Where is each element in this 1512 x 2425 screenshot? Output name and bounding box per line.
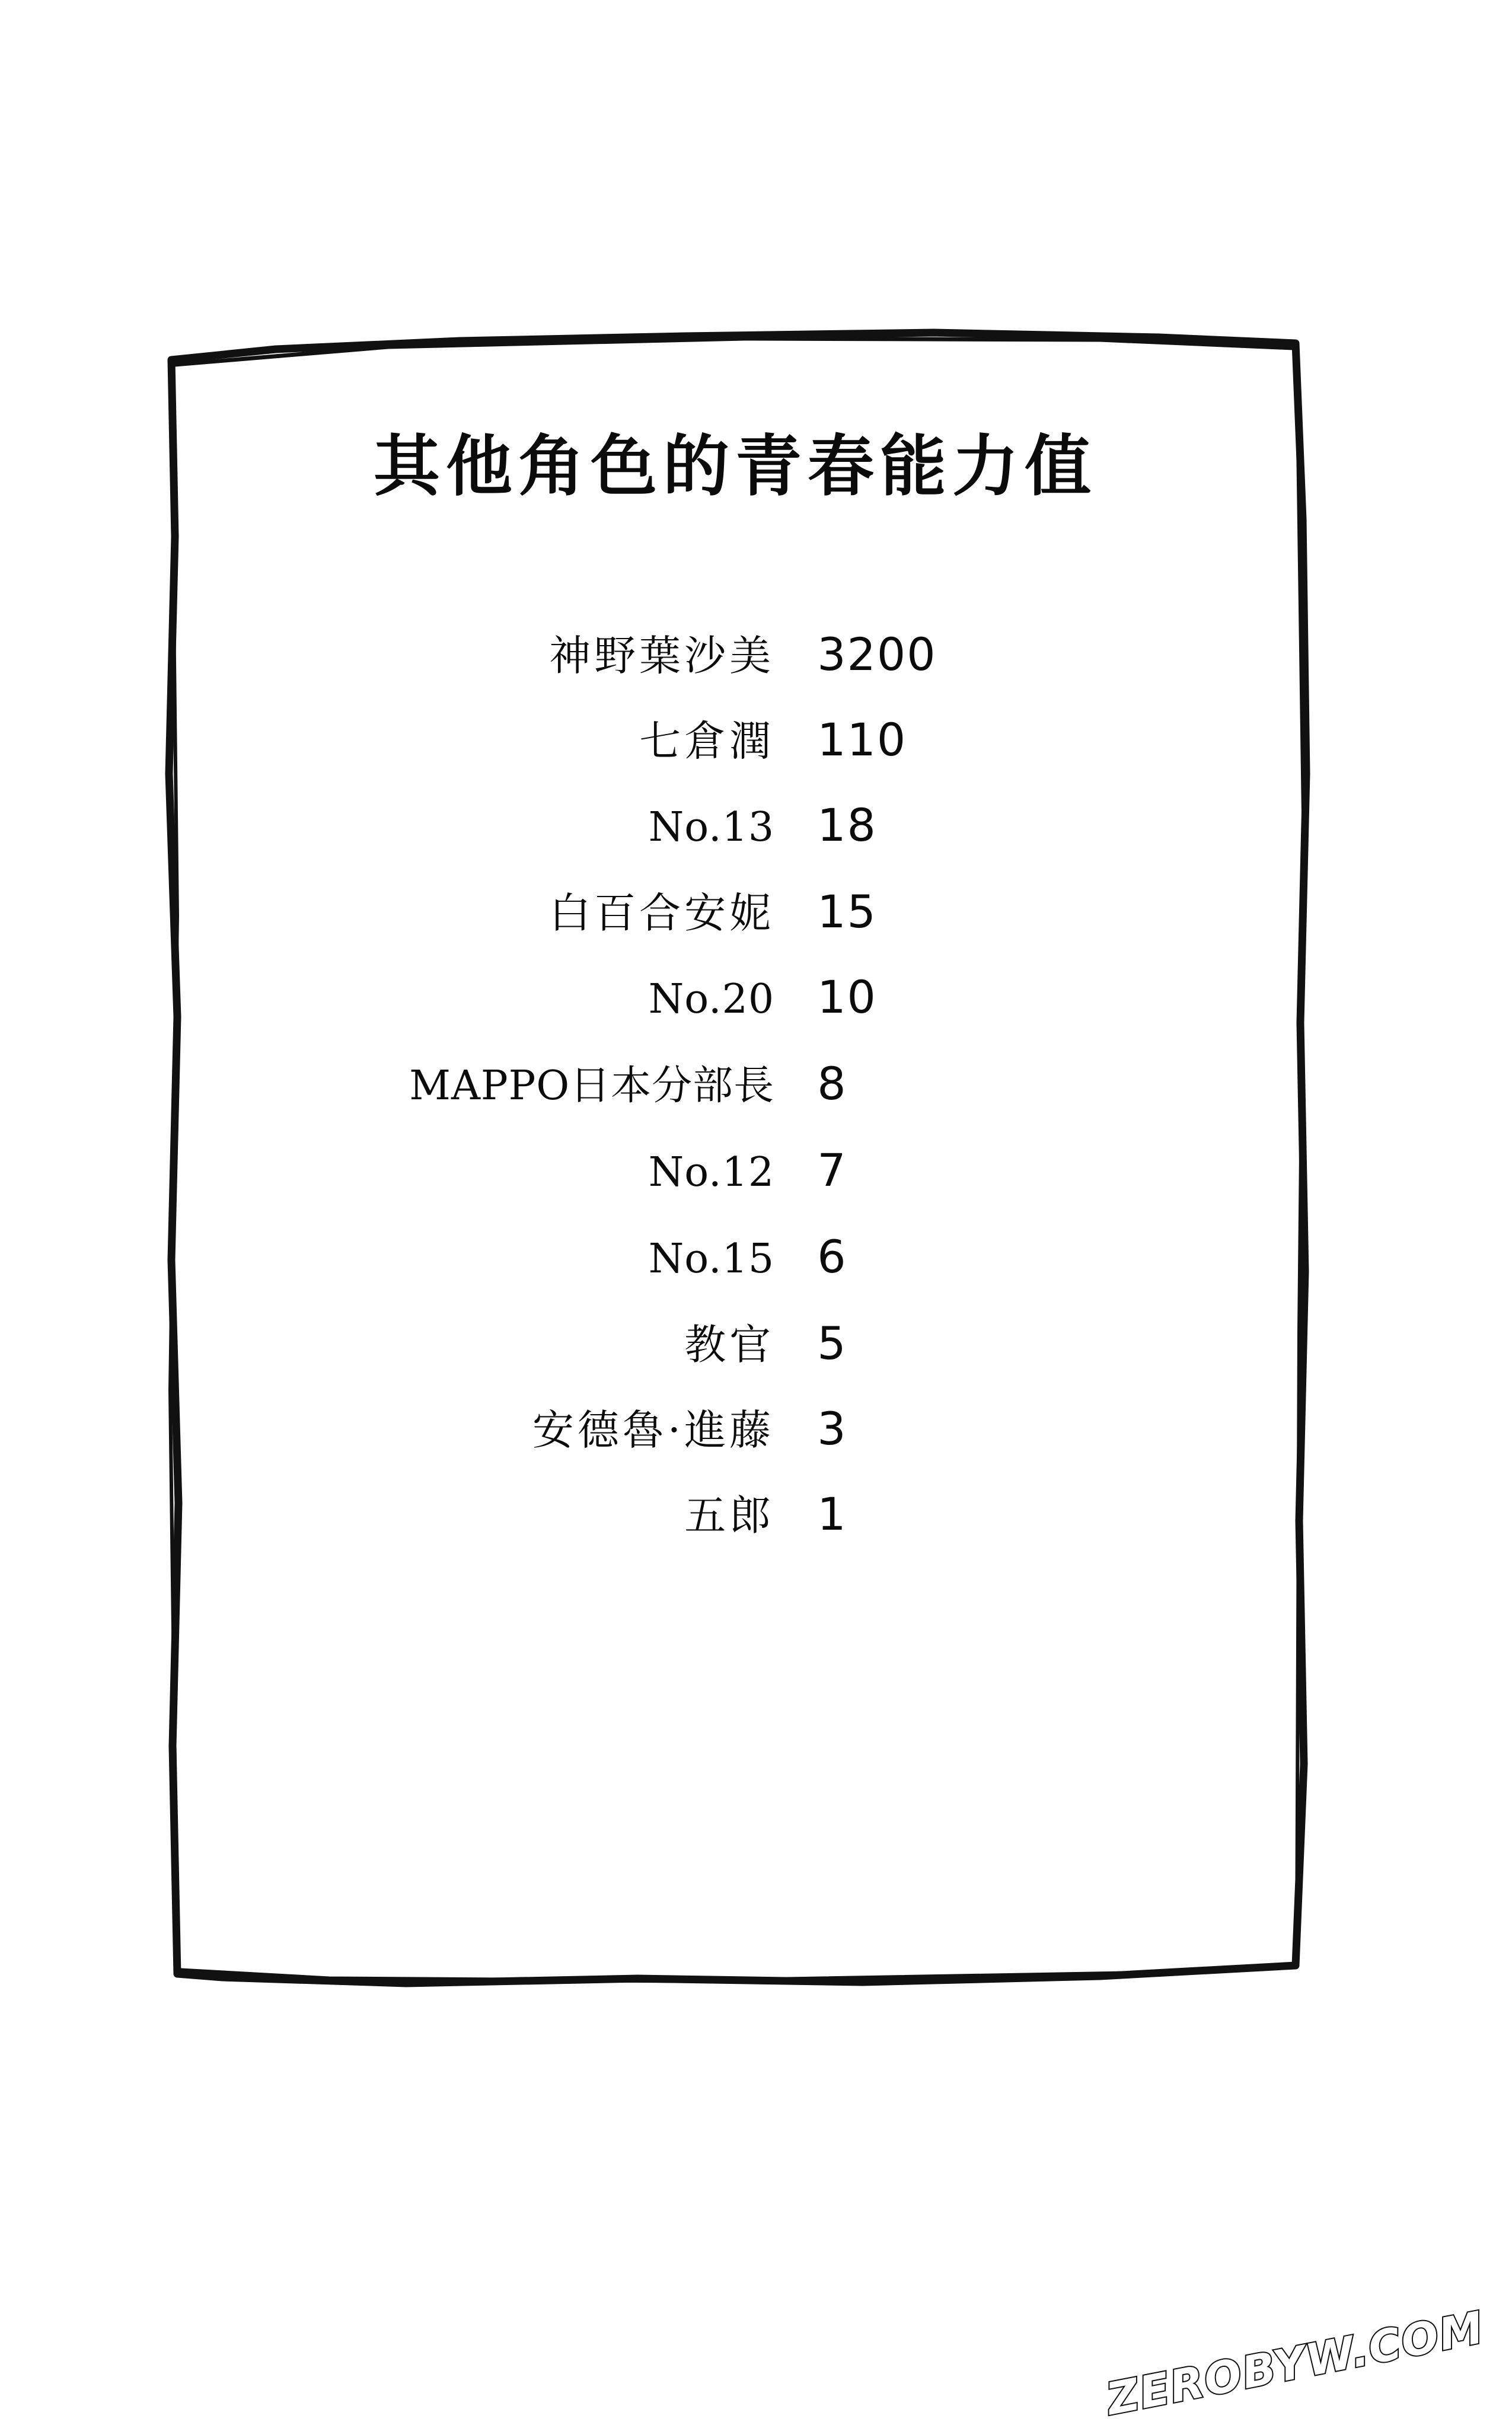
row-character-name: 白百合安妮 xyxy=(549,889,775,938)
row-character-name: 五郎 xyxy=(684,1491,775,1540)
row-power-value: 8 xyxy=(817,1057,847,1111)
row-character-name: No.20 xyxy=(648,976,775,1023)
table-row xyxy=(151,1128,1319,1215)
row-character-name: 神野葉沙美 xyxy=(549,631,775,681)
row-character-name: 安德魯·進藤 xyxy=(532,1406,775,1455)
table-row xyxy=(151,870,1319,955)
row-power-value: 7 xyxy=(817,1144,847,1197)
table-row xyxy=(151,1215,1319,1301)
row-power-value: 18 xyxy=(817,799,877,852)
row-character-name: 教官 xyxy=(684,1320,775,1370)
row-power-value: 10 xyxy=(817,971,877,1024)
row-character-name: No.13 xyxy=(648,804,775,851)
row-power-value: 3200 xyxy=(817,628,937,681)
table-row xyxy=(151,1042,1319,1128)
panel-frame xyxy=(151,323,1319,2031)
watermark: ZEROBYW.COM xyxy=(1102,2302,1488,2425)
table-row xyxy=(151,1387,1319,1472)
row-character-name: No.15 xyxy=(648,1236,775,1283)
row-power-value: 110 xyxy=(817,713,907,767)
row-character-name: No.12 xyxy=(648,1149,775,1196)
table-row xyxy=(151,612,1319,698)
row-power-value: 5 xyxy=(817,1317,847,1370)
row-character-name: MAPPO日本分部長 xyxy=(409,1062,775,1110)
table-row xyxy=(151,783,1319,870)
row-power-value: 1 xyxy=(817,1488,847,1541)
stats-table xyxy=(151,612,1319,1558)
row-power-value: 3 xyxy=(817,1402,847,1456)
row-character-name: 七倉潤 xyxy=(639,717,775,766)
table-row xyxy=(151,698,1319,783)
row-power-value: 6 xyxy=(817,1230,847,1284)
page-title: 其他角色的青春能力值 xyxy=(374,427,1097,505)
table-row xyxy=(151,1472,1319,1558)
row-power-value: 15 xyxy=(817,885,877,939)
table-row xyxy=(151,955,1319,1042)
table-row xyxy=(151,1301,1319,1387)
